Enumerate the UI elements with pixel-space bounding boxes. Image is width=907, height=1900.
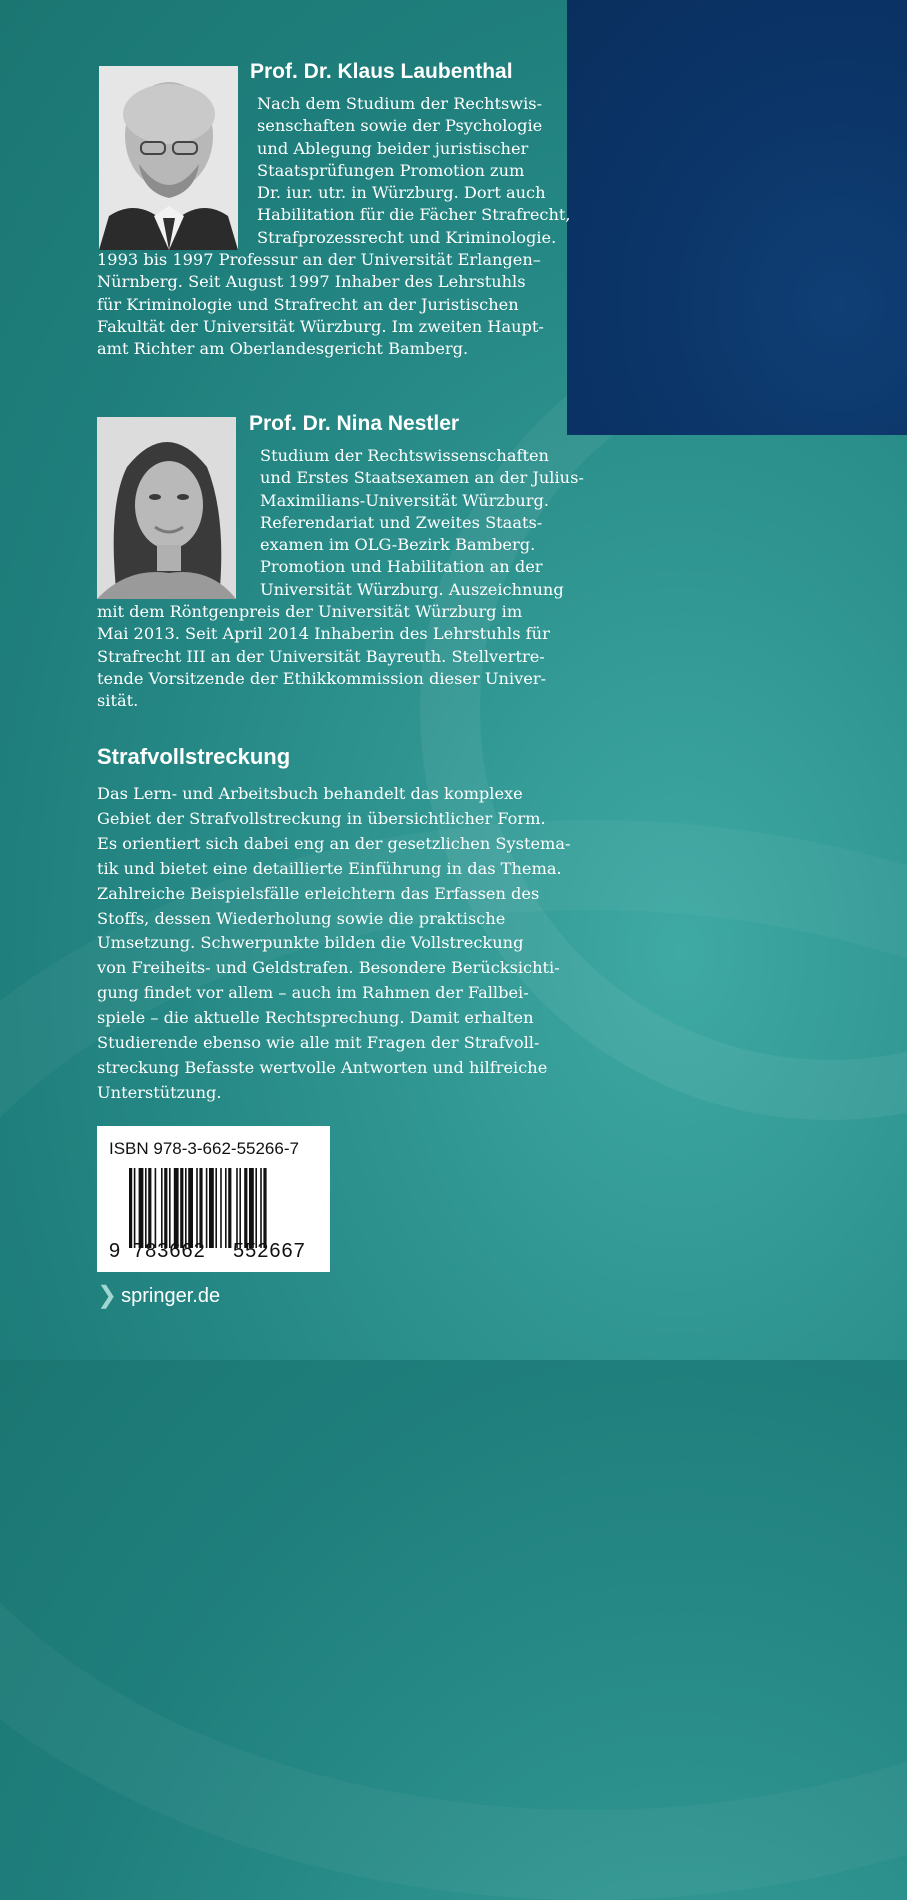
barcode-bar: [139, 1168, 144, 1248]
barcode-bar: [169, 1168, 171, 1248]
barcode-bar: [129, 1168, 132, 1248]
description-line: tik und bietet eine detaillierte Einführung in das Thema.: [97, 858, 562, 878]
publisher-link[interactable]: [97, 1284, 220, 1308]
barcode-bar: [255, 1168, 257, 1248]
barcode-digits-left: 783662: [133, 1240, 206, 1262]
bio-line: Dr. iur. utr. in Würzburg. Dort auch: [257, 183, 546, 203]
description-line: gung findet vor allem – auch im Rahmen der Fallbei-: [97, 983, 529, 1003]
bio-line: amt Richter am Oberlandesgericht Bamberg.: [97, 339, 469, 359]
barcode-bar: [155, 1168, 157, 1248]
barcode-bar: [185, 1168, 187, 1248]
barcode-bar: [180, 1168, 183, 1248]
bio-line: Habilitation für die Fächer Strafrecht,: [257, 205, 571, 225]
barcode-bar: [249, 1168, 254, 1248]
description-line: Studierende ebenso wie alle mit Fragen der Strafvoll-: [97, 1033, 540, 1053]
description-line: Es orientiert sich dabei eng an der gesetzlichen Systema-: [97, 833, 571, 853]
navy-accent-block: [567, 0, 907, 435]
description-line: Umsetzung. Schwerpunkte bilden die Vollstreckung: [97, 933, 524, 953]
description-line: Gebiet der Strafvollstreckung in übersichtlicher Form.: [97, 808, 546, 828]
bio-line: für Kriminologie und Strafrecht an der Juristischen: [97, 294, 519, 314]
description-line: Zahlreiche Beispielsfälle erleichtern das Erfassen des: [97, 883, 540, 903]
bio-line: tende Vorsitzende der Ethikkommission dieser Univer-: [97, 668, 547, 688]
book-title: Strafvollstreckung: [97, 744, 291, 769]
bio-line: Strafprozessrecht und Kriminologie.: [257, 227, 557, 247]
barcode-bar: [225, 1168, 227, 1248]
barcode-bar: [244, 1168, 247, 1248]
barcode-bars: [129, 1168, 319, 1248]
barcode-bar: [161, 1168, 163, 1248]
description-line: spiele – die aktuelle Rechtsprechung. Damit erhalten: [97, 1008, 534, 1028]
bio-line: examen im OLG-Bezirk Bamberg.: [260, 535, 536, 555]
isbn-barcode: [97, 1126, 330, 1272]
bio-line: Nürnberg. Seit August 1997 Inhaber des Lehrstuhls: [97, 272, 526, 292]
description-line: Das Lern- und Arbeitsbuch behandelt das komplexe: [97, 784, 523, 803]
description-line: von Freiheits- und Geldstrafen. Besondere Berücksichti-: [97, 958, 560, 978]
barcode-digit-lead: 9: [109, 1240, 121, 1262]
barcode-bar: [174, 1168, 179, 1248]
barcode-bar: [220, 1168, 222, 1248]
bio-line: Staatsprüfungen Promotion zum: [257, 160, 525, 180]
bio-line: mit dem Röntgenpreis der Universität Würzburg im: [97, 602, 523, 622]
publisher-url: springer.de: [121, 1284, 221, 1307]
chevron-right-icon: ❯: [97, 1282, 118, 1309]
bio-line: Studium der Rechtswissenschaften: [260, 446, 549, 465]
barcode-bar: [206, 1168, 208, 1248]
barcode-bar: [239, 1168, 241, 1248]
barcode-bar: [164, 1168, 167, 1248]
bio-line: Maximilians-Universität Würzburg.: [260, 490, 549, 510]
barcode-bar: [260, 1168, 262, 1248]
bio-line: sität.: [97, 691, 139, 711]
description-line: streckung Befasste wertvolle Antworten und hilfreiche: [97, 1057, 548, 1077]
barcode-bar: [228, 1168, 231, 1248]
bio-line: Fakultät der Universität Würzburg. Im zweiten Haupt-: [97, 316, 544, 336]
barcode-bar: [209, 1168, 214, 1248]
barcode-bar: [196, 1168, 198, 1248]
barcode-bar: [215, 1168, 217, 1248]
barcode-bar: [188, 1168, 193, 1248]
bio-line: und Erstes Staatsexamen an der Julius-: [260, 468, 584, 488]
bio-line: Universität Würzburg. Auszeichnung: [260, 579, 564, 599]
bio-line: Mai 2013. Seit April 2014 Inhaberin des Lehrstuhls für: [97, 624, 550, 644]
author-name-laubenthal: Prof. Dr. Klaus Laubenthal: [250, 60, 513, 83]
bio-line: Promotion und Habilitation an der: [260, 557, 543, 577]
bio-line: 1993 bis 1997 Professur an der Universität Erlangen–: [97, 250, 541, 270]
barcode-bar: [148, 1168, 151, 1248]
bio-line: Strafrecht III an der Universität Bayreuth. Stellvertre-: [97, 646, 545, 666]
author-bio-nestler: [97, 445, 584, 713]
author-name-nestler: Prof. Dr. Nina Nestler: [249, 412, 460, 435]
bio-line: senschaften sowie der Psychologie: [257, 116, 543, 136]
barcode-bar: [134, 1168, 136, 1248]
description-line: Unterstützung.: [97, 1082, 222, 1102]
barcode-bar: [145, 1168, 147, 1248]
barcode-digits-right: 552667: [233, 1240, 306, 1262]
book-description: [97, 782, 571, 1106]
bio-line: und Ablegung beider juristischer: [257, 138, 529, 158]
bio-line: Referendariat und Zweites Staats-: [260, 512, 543, 532]
barcode-bar: [199, 1168, 202, 1248]
author-bio-laubenthal: [97, 93, 571, 361]
isbn-label: ISBN 978-3-662-55266-7: [109, 1139, 299, 1158]
barcode-bar: [236, 1168, 238, 1248]
bio-line: Nach dem Studium der Rechtswis-: [257, 94, 543, 113]
description-line: Stoffs, dessen Wiederholung sowie die praktische: [97, 908, 506, 928]
barcode-bar: [263, 1168, 266, 1248]
